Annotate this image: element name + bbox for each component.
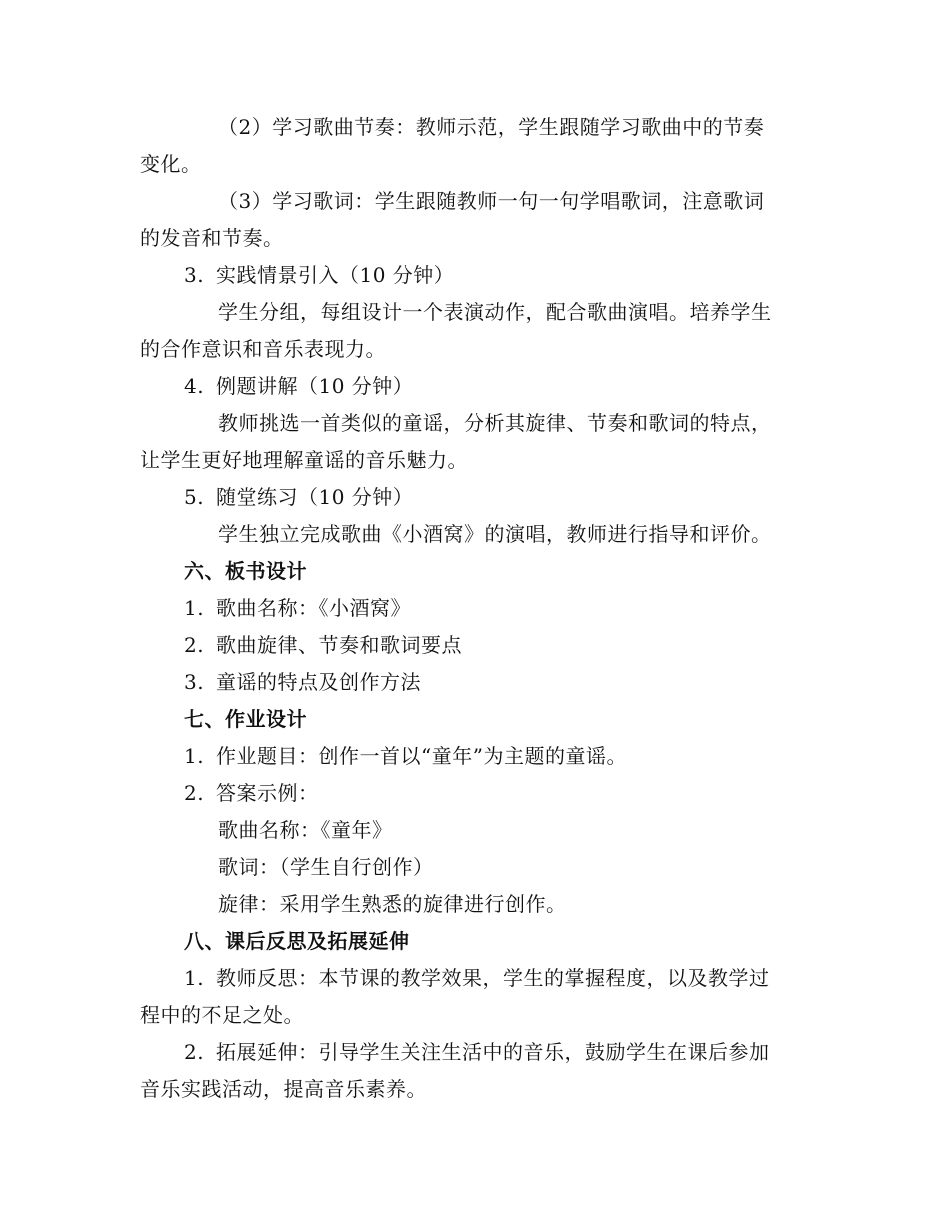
list-number: 4. <box>184 374 205 398</box>
list-item <box>184 631 462 659</box>
text-line: 变化。 <box>140 152 202 176</box>
list-item <box>184 261 454 289</box>
list-number: 5. <box>184 485 205 509</box>
text-line: 歌词：（学生自行创作） <box>218 855 434 879</box>
list-number: 1. <box>184 596 205 620</box>
list-number: 3. <box>184 263 205 287</box>
list-item <box>184 1038 770 1066</box>
list-item <box>184 594 411 622</box>
list-text: 答案示例： <box>216 781 319 805</box>
list-text: 教师反思：本节课的教学效果，学生的掌握程度，以及教学过 <box>216 966 770 990</box>
list-item <box>184 779 319 807</box>
text-line: 教师挑选一首类似的童谣，分析其旋律、节奏和歌词的特点， <box>218 411 772 435</box>
list-item <box>184 668 421 696</box>
text-line: 让学生更好地理解童谣的音乐魅力。 <box>140 448 468 472</box>
section-heading: 六、板书设计 <box>184 559 307 583</box>
list-text: 歌曲名称：《小酒窝》 <box>216 596 411 620</box>
list-item <box>184 742 627 770</box>
text-line: 学生独立完成歌曲《小酒窝》的演唱，教师进行指导和评价。 <box>218 522 772 546</box>
list-text: 随堂练习（10 分钟） <box>216 485 414 509</box>
text-line: 旋律：采用学生熟悉的旋律进行创作。 <box>218 892 567 916</box>
list-text: 作业题目：创作一首以“童年”为主题的童谣。 <box>216 744 627 768</box>
list-number: 3. <box>184 670 205 694</box>
list-number: 2. <box>184 633 205 657</box>
text-line: 的发音和节奏。 <box>140 226 284 250</box>
list-number: 2. <box>184 781 205 805</box>
text-line: 程中的不足之处。 <box>140 1003 304 1027</box>
text-line: 的合作意识和音乐表现力。 <box>140 337 386 361</box>
text-line: 歌曲名称：《童年》 <box>218 818 393 842</box>
list-item <box>184 483 413 511</box>
list-text: 拓展延伸：引导学生关注生活中的音乐，鼓励学生在课后参加 <box>216 1040 770 1064</box>
list-item <box>184 372 413 400</box>
list-text: 实践情景引入（10 分钟） <box>216 263 455 287</box>
list-number: 1. <box>184 966 205 990</box>
section-heading: 七、作业设计 <box>184 707 307 731</box>
text-line: （3）学习歌词：学生跟随教师一句一句学唱歌词，注意歌词 <box>218 189 765 213</box>
list-text: 例题讲解（10 分钟） <box>216 374 414 398</box>
text-line: 学生分组，每组设计一个表演动作，配合歌曲演唱。培养学生 <box>218 300 772 324</box>
list-text: 童谣的特点及创作方法 <box>216 670 421 694</box>
text-line: 音乐实践活动，提高音乐素养。 <box>140 1077 427 1101</box>
list-number: 2. <box>184 1040 205 1064</box>
list-text: 歌曲旋律、节奏和歌词要点 <box>216 633 462 657</box>
list-item <box>184 964 770 992</box>
section-heading: 八、课后反思及拓展延伸 <box>184 929 410 953</box>
text-line: （2）学习歌曲节奏：教师示范，学生跟随学习歌曲中的节奏 <box>218 115 765 139</box>
list-number: 1. <box>184 744 205 768</box>
